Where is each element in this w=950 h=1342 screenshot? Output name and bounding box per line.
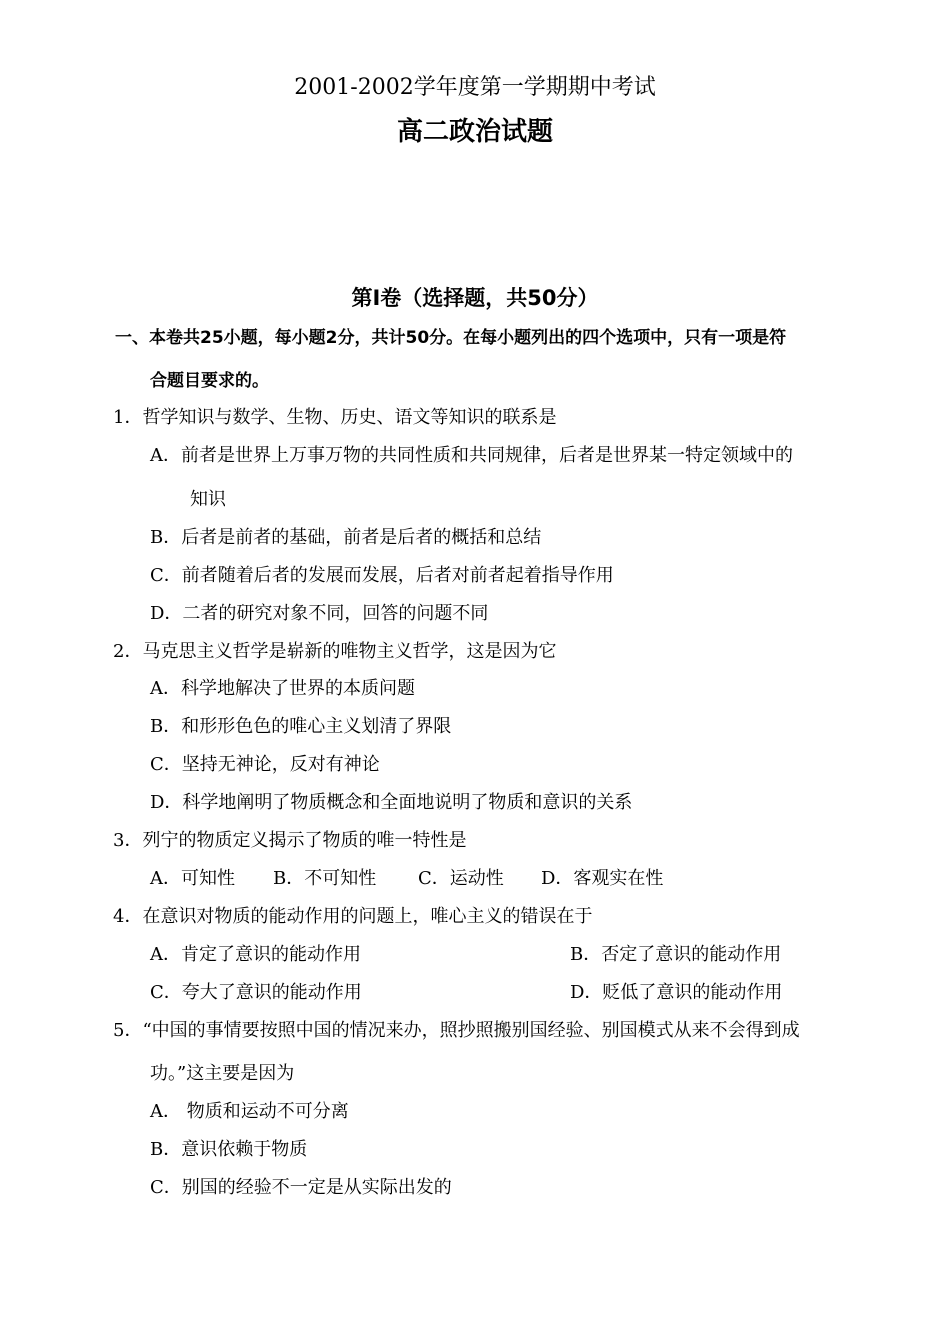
question-1-option-d: D．二者的研究对象不同，回答的问题不同 [150, 603, 489, 624]
question-2-stem: 2．马克思主义哲学是崭新的唯物主义哲学，这是因为它 [113, 641, 557, 662]
question-2-option-d: D．科学地阐明了物质概念和全面地说明了物质和意识的关系 [150, 792, 633, 813]
question-5-option-a: A． 物质和运动不可分离 [150, 1101, 349, 1122]
question-3-option-d: D．客观实在性 [541, 868, 664, 889]
question-4-stem: 4．在意识对物质的能动作用的问题上，唯心主义的错误在于 [113, 906, 593, 927]
question-4-option-a: A．肯定了意识的能动作用 [150, 944, 361, 965]
question-4-option-c: C．夸大了意识的能动作用 [150, 982, 362, 1003]
question-1-option-b: B．后者是前者的基础，前者是后者的概括和总结 [150, 527, 542, 548]
question-3-option-c: C．运动性 [418, 868, 504, 889]
question-4-option-d: D．贬低了意识的能动作用 [570, 982, 783, 1003]
question-5-stem: 5．“中国的事情要按照中国的情况来办，照抄照搬别国经验、别国模式从来不会得到成 [113, 1020, 800, 1041]
subject-title: 高二政治试题 [396, 117, 553, 147]
question-1-stem: 1．哲学知识与数学、生物、历史、语文等知识的联系是 [113, 407, 557, 428]
exam-title: 2001-2002学年度第一学期期中考试 [294, 75, 656, 100]
question-5-stem-continued: 功。”这主要是因为 [150, 1063, 295, 1084]
question-2-option-c: C．坚持无神论，反对有神论 [150, 754, 380, 775]
question-1-option-a-continued: 知识 [190, 489, 226, 510]
instructions-line-1: 一、本卷共25小题，每小题2分，共计50分。在每小题列出的四个选项中，只有一项是符 [115, 328, 787, 348]
question-1-option-c: C．前者随着后者的发展而发展，后者对前者起着指导作用 [150, 565, 614, 586]
question-2-option-a: A．科学地解决了世界的本质问题 [150, 678, 415, 699]
question-5-option-b: B．意识依赖于物质 [150, 1139, 308, 1160]
question-5-option-c: C．别国的经验不一定是从实际出发的 [150, 1177, 452, 1198]
section-title: 第Ⅰ卷（选择题，共50分） [351, 286, 599, 310]
question-3-option-a: A．可知性 [150, 868, 235, 889]
question-3-option-b: B．不可知性 [273, 868, 377, 889]
question-1-option-a: A．前者是世界上万事万物的共同性质和共同规律，后者是世界某一特定领域中的 [150, 445, 793, 466]
question-2-option-b: B．和形形色色的唯心主义划清了界限 [150, 716, 452, 737]
instructions-line-2: 合题目要求的。 [150, 371, 269, 391]
question-4-option-b: B．否定了意识的能动作用 [570, 944, 782, 965]
question-3-stem: 3．列宁的物质定义揭示了物质的唯一特性是 [113, 830, 467, 851]
